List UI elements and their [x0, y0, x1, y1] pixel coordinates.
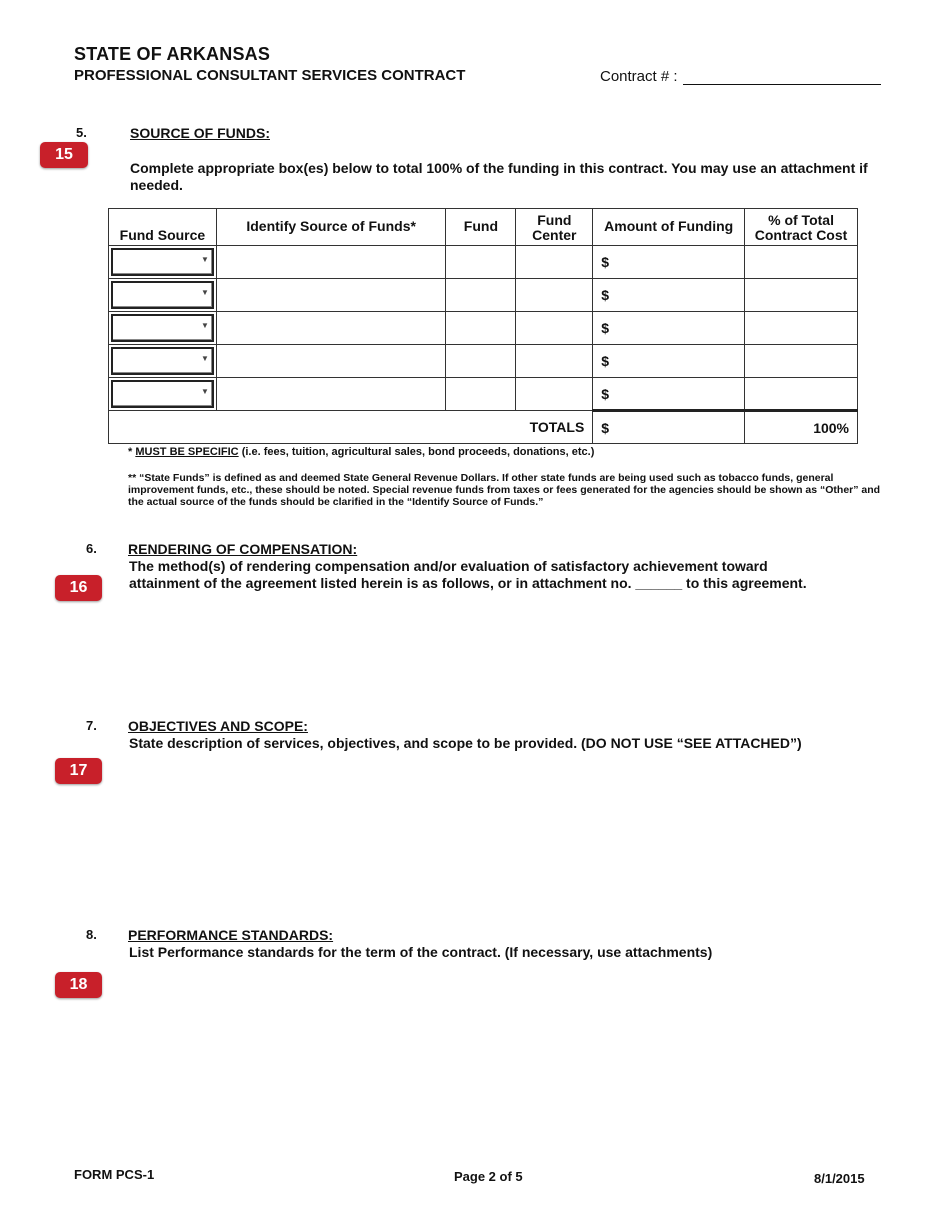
- fund-cell[interactable]: [446, 312, 516, 345]
- fund-center-cell[interactable]: [516, 312, 593, 345]
- header-fund-center-1: Fund: [537, 212, 572, 228]
- fund-cell[interactable]: [446, 246, 516, 279]
- fund-source-dropdown[interactable]: [111, 314, 214, 342]
- section-7-instructions: State description of services, objectives, and scope to be provided. (DO NOT USE “SEE ATTACHED”): [129, 735, 802, 751]
- section-5-title: SOURCE OF FUNDS:: [130, 125, 270, 141]
- fund-cell[interactable]: [446, 378, 516, 411]
- header-fund-center-2: Center: [532, 227, 577, 243]
- source-of-funds-table: [108, 208, 858, 444]
- table-header-row: [109, 209, 858, 246]
- section-8-badge: 18: [55, 972, 102, 998]
- table-row: [109, 378, 858, 411]
- section-6-title: RENDERING OF COMPENSATION:: [128, 541, 358, 557]
- identify-source-cell[interactable]: [216, 279, 446, 312]
- fund-source-dropdown[interactable]: [111, 347, 214, 375]
- section-8-instructions: List Performance standards for the term of the contract. (If necessary, use attachments): [129, 944, 713, 960]
- fund-source-dropdown[interactable]: [111, 281, 214, 309]
- header-pct-total: [745, 209, 858, 246]
- totals-amount[interactable]: $: [593, 411, 745, 444]
- section-6-line-2: attainment of the agreement listed herein is as follows, or in attachment no. ______ to this agreement.: [129, 575, 807, 591]
- identify-source-cell[interactable]: [216, 246, 446, 279]
- dropdown-arrow-icon: ▼: [200, 255, 209, 264]
- totals-label: TOTALS: [109, 411, 593, 444]
- fund-cell[interactable]: [446, 279, 516, 312]
- state-funds-note: ** “State Funds” is defined as and deemed State General Revenue Dollars. If other state funds are being used such as tobacco funds, general improvement funds, etc., these should be noted. Special revenue funds from taxes or fees generated for the agencies should be shown as “Other” and the actual source of the funds should be clarified in the “Identify Source of Funds.”: [128, 472, 881, 508]
- dropdown-arrow-icon: ▼: [200, 288, 209, 297]
- contract-number-label: Contract # :: [600, 68, 678, 85]
- specific-note-strong: MUST BE SPECIFIC: [135, 446, 239, 458]
- table-row: [109, 279, 858, 312]
- section-7-badge: 17: [55, 758, 102, 784]
- identify-source-cell[interactable]: [216, 345, 446, 378]
- pct-cell[interactable]: [745, 246, 858, 279]
- section-7-title: OBJECTIVES AND SCOPE:: [128, 718, 308, 734]
- header-pct-1: % of Total: [768, 212, 834, 228]
- identify-source-cell[interactable]: [216, 312, 446, 345]
- amount-cell[interactable]: $: [593, 378, 745, 411]
- dropdown-arrow-icon: ▼: [200, 321, 209, 330]
- section-5-badge: 15: [40, 142, 88, 168]
- section-8-title: PERFORMANCE STANDARDS:: [128, 927, 334, 943]
- fund-cell[interactable]: [446, 345, 516, 378]
- section-7-number: 7.: [86, 718, 97, 733]
- fund-source-dropdown[interactable]: [111, 380, 214, 408]
- header-fund-source: Fund Source: [109, 209, 217, 246]
- fund-center-cell[interactable]: [516, 378, 593, 411]
- table-row: [109, 345, 858, 378]
- fund-center-cell[interactable]: [516, 246, 593, 279]
- footer-form-id: FORM PCS-1: [74, 1167, 155, 1182]
- page-subtitle: PROFESSIONAL CONSULTANT SERVICES CONTRACT: [74, 67, 466, 84]
- specific-note-rest: (i.e. fees, tuition, agricultural sales, bond proceeds, donations, etc.): [238, 446, 595, 458]
- section-6-line-1: The method(s) of rendering compensation and/or evaluation of satisfactory achievement toward: [129, 558, 768, 574]
- pct-cell[interactable]: [745, 378, 858, 411]
- page-title: STATE OF ARKANSAS: [74, 44, 271, 64]
- section-5-number: 5.: [76, 125, 87, 140]
- identify-source-cell[interactable]: [216, 378, 446, 411]
- footer-page-number: Page 2 of 5: [454, 1169, 523, 1184]
- totals-pct: 100%: [745, 411, 858, 444]
- fund-center-cell[interactable]: [516, 345, 593, 378]
- fund-center-cell[interactable]: [516, 279, 593, 312]
- header-pct-2: Contract Cost: [754, 227, 848, 243]
- section-6-badge: 16: [55, 575, 102, 601]
- amount-cell[interactable]: $: [593, 279, 745, 312]
- contract-number-field[interactable]: [683, 84, 881, 85]
- pct-cell[interactable]: [745, 345, 858, 378]
- amount-cell[interactable]: $: [593, 246, 745, 279]
- section-6-number: 6.: [86, 541, 97, 556]
- header-amount: Amount of Funding: [593, 209, 745, 246]
- table-row: [109, 312, 858, 345]
- pct-cell[interactable]: [745, 312, 858, 345]
- footer-date: 8/1/2015: [814, 1171, 865, 1186]
- header-identify-source: Identify Source of Funds*: [216, 209, 446, 246]
- specific-note: [128, 446, 594, 458]
- fund-source-dropdown[interactable]: [111, 248, 214, 276]
- dropdown-arrow-icon: ▼: [200, 354, 209, 363]
- totals-row: [109, 411, 858, 444]
- amount-cell[interactable]: $: [593, 345, 745, 378]
- section-5-instructions: Complete appropriate box(es) below to total 100% of the funding in this contract. You may use an attachment if needed.: [130, 160, 868, 193]
- section-8-number: 8.: [86, 927, 97, 942]
- table-row: [109, 246, 858, 279]
- amount-cell[interactable]: $: [593, 312, 745, 345]
- specific-note-prefix: *: [128, 446, 136, 458]
- pct-cell[interactable]: [745, 279, 858, 312]
- dropdown-arrow-icon: ▼: [200, 387, 209, 396]
- header-fund-center: [516, 209, 593, 246]
- header-fund: Fund: [446, 209, 516, 246]
